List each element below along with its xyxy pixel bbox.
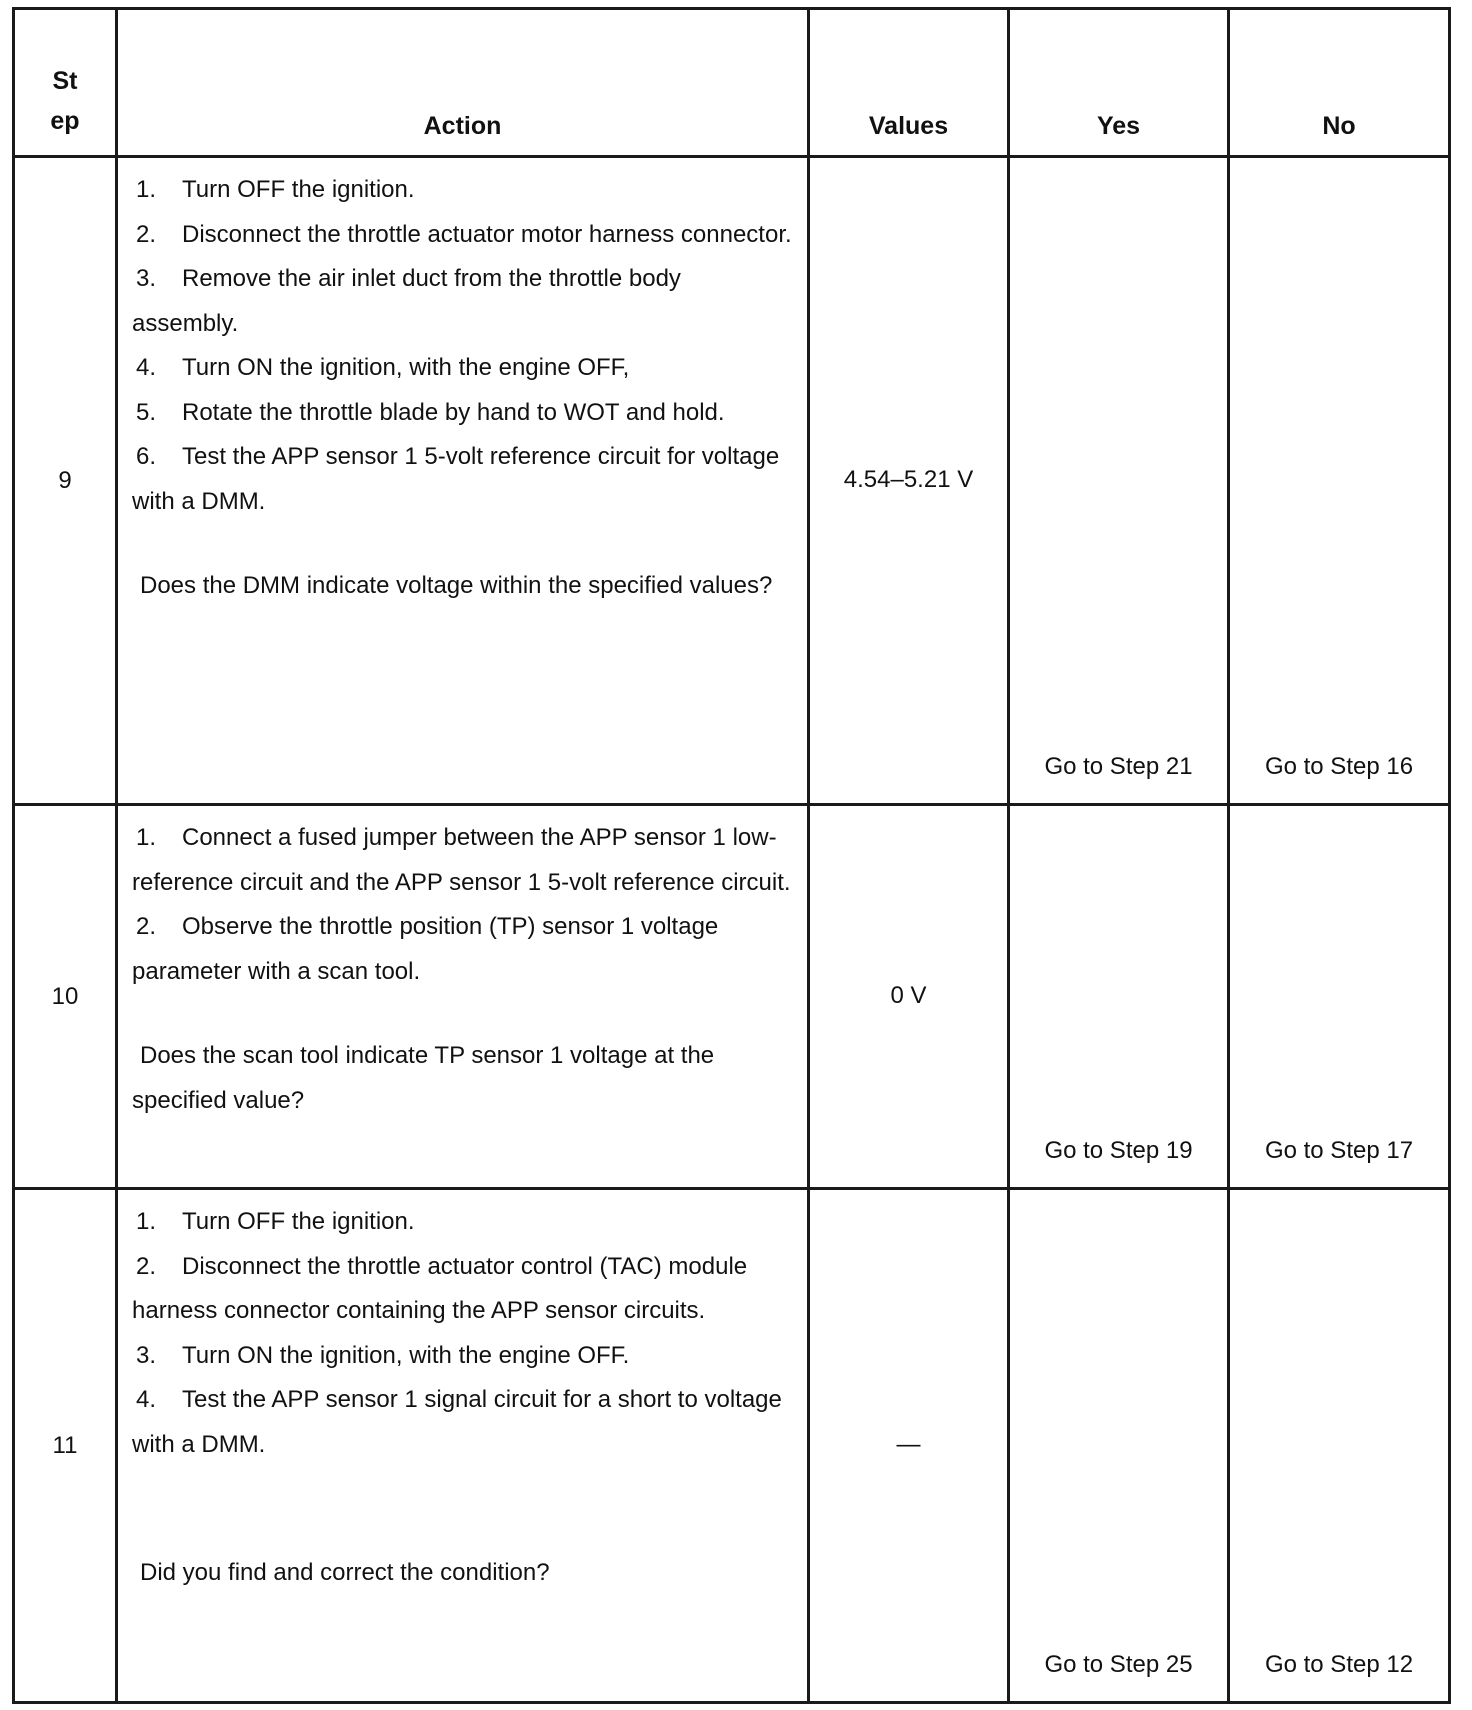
header-values: Values bbox=[809, 9, 1009, 157]
table-row bbox=[14, 805, 1450, 1189]
no-cell: Go to Step 16 bbox=[1229, 157, 1450, 805]
step-number: 11 bbox=[14, 1189, 117, 1703]
action-cell bbox=[117, 157, 809, 805]
action-item: 5. Rotate the throttle blade by hand to WOT and hold. bbox=[136, 398, 725, 426]
diagnostic-table bbox=[12, 7, 1451, 1704]
action-item: 6. Test the APP sensor 1 5-volt reference circuit for voltage with a DMM. bbox=[132, 443, 780, 515]
table-row bbox=[14, 157, 1450, 805]
yes-cell: Go to Step 25 bbox=[1009, 1189, 1229, 1703]
action-item: 1. Turn OFF the ignition. bbox=[136, 176, 415, 203]
yes-cell: Go to Step 19 bbox=[1009, 805, 1229, 1189]
question-text: Does the scan tool indicate TP sensor 1 voltage at the specified value? bbox=[132, 1042, 715, 1114]
yes-cell: Go to Step 21 bbox=[1009, 157, 1229, 805]
action-item: 2. Disconnect the throttle actuator control (TAC) module harness connector containing the APP sensor circuits. bbox=[132, 1252, 748, 1324]
step-number: 10 bbox=[14, 805, 117, 1189]
action-item: 1. Turn OFF the ignition. bbox=[136, 1208, 415, 1235]
header-action: Action bbox=[117, 9, 809, 157]
action-item: 1. Connect a fused jumper between the APP sensor 1 low-reference circuit and the APP sensor 1 5-volt reference circuit. bbox=[132, 824, 791, 896]
action-item: 3. Turn ON the ignition, with the engine OFF. bbox=[136, 1341, 630, 1369]
no-cell: Go to Step 17 bbox=[1229, 805, 1450, 1189]
values-cell: 0 V bbox=[809, 805, 1009, 1189]
header-yes: Yes bbox=[1009, 9, 1229, 157]
action-cell bbox=[117, 1189, 809, 1703]
action-item: 2. Disconnect the throttle actuator motor harness connector. bbox=[136, 220, 792, 248]
action-item: 2. Observe the throttle position (TP) sensor 1 voltage parameter with a scan tool. bbox=[132, 913, 719, 985]
values-cell: — bbox=[809, 1189, 1009, 1703]
action-item: 4. Test the APP sensor 1 signal circuit for a short to voltage with a DMM. bbox=[132, 1386, 782, 1458]
action-cell bbox=[117, 805, 809, 1189]
question-text: Did you find and correct the condition? bbox=[140, 1559, 550, 1586]
table-row bbox=[14, 1189, 1450, 1703]
action-list bbox=[132, 1200, 793, 1467]
action-list bbox=[132, 816, 793, 994]
header-step: St ep bbox=[14, 9, 117, 157]
values-cell: 4.54–5.21 V bbox=[809, 157, 1009, 805]
header-no: No bbox=[1229, 9, 1450, 157]
no-cell: Go to Step 12 bbox=[1229, 1189, 1450, 1703]
action-list bbox=[132, 168, 793, 524]
question-text: Does the DMM indicate voltage within the specified values? bbox=[140, 572, 773, 599]
action-item: 4. Turn ON the ignition, with the engine OFF, bbox=[136, 354, 630, 381]
step-number: 9 bbox=[14, 157, 117, 805]
action-item: 3. Remove the air inlet duct from the throttle body assembly. bbox=[132, 265, 681, 337]
header-row bbox=[14, 9, 1450, 157]
